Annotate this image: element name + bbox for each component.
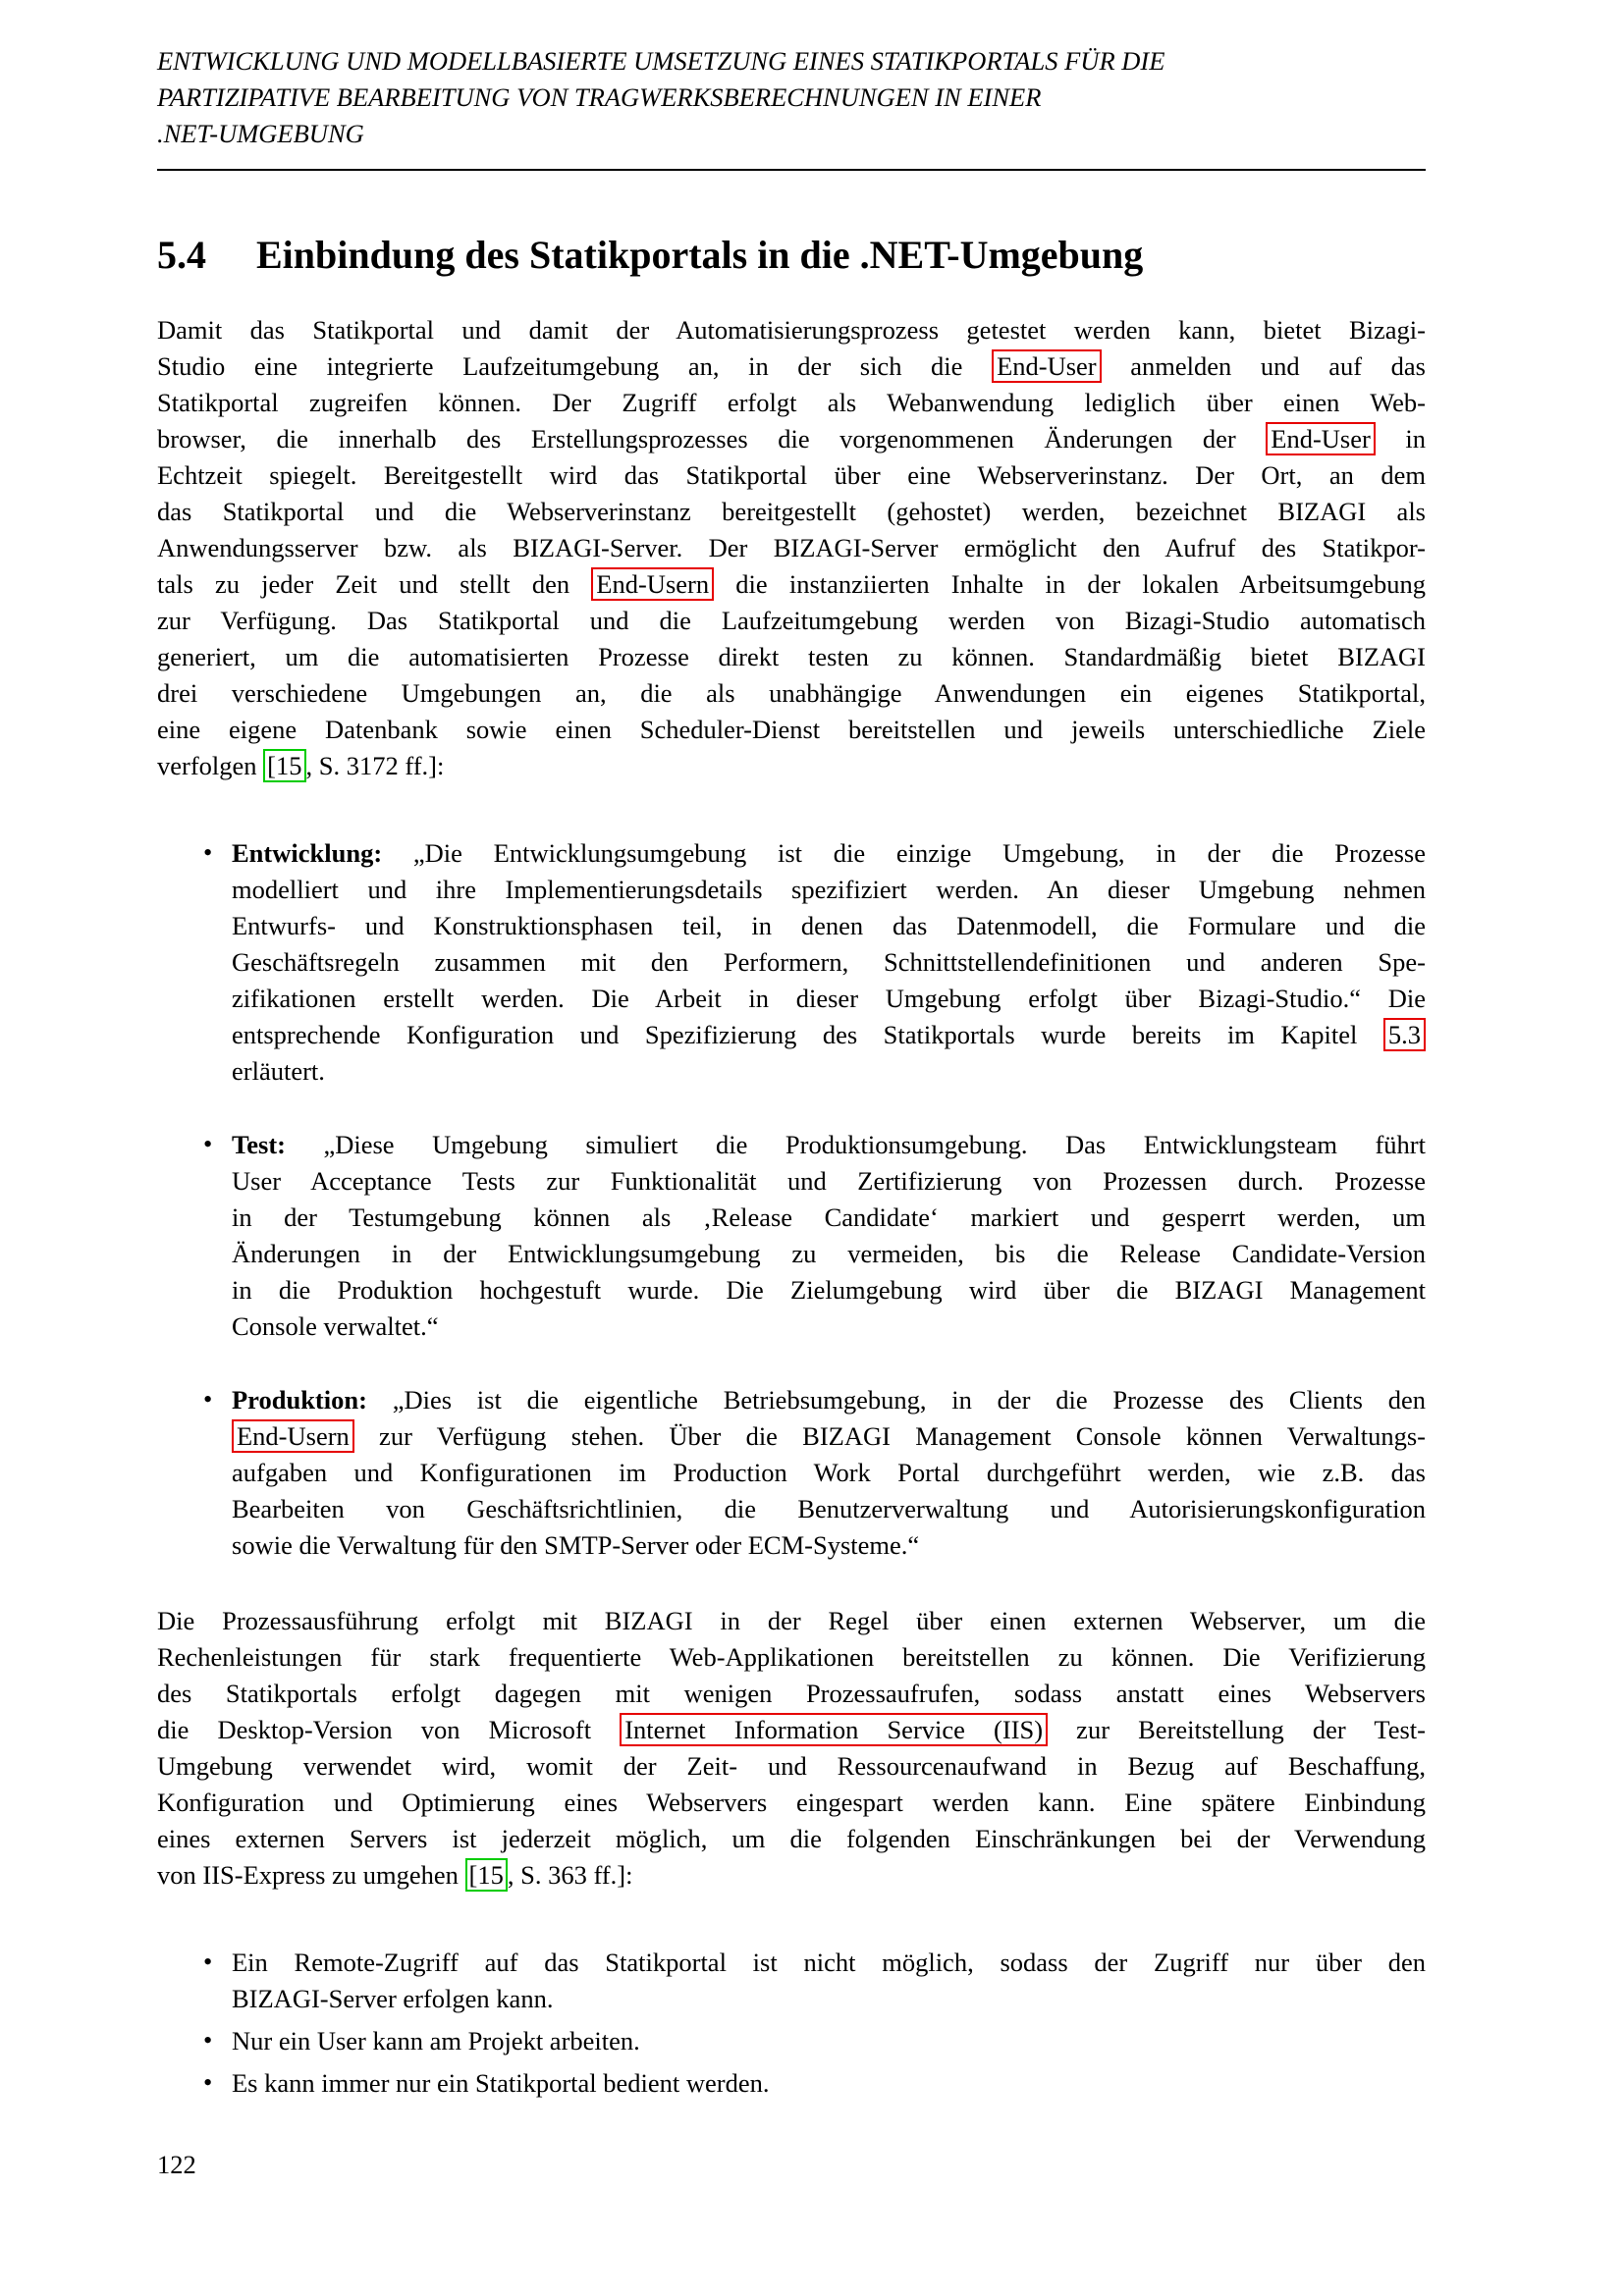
page-number: 122 <box>157 2150 196 2179</box>
text-segment: anmelden und auf das <box>1101 351 1426 381</box>
text-line: Statikportal zugreifen können. Der Zugriff erfolgt als Webanwendung lediglich über einen Web- <box>157 388 1426 417</box>
text-line: in der Testumgebung können als ‚Release Candidate‘ markiert und gesperrt werden, um <box>232 1202 1426 1232</box>
text-line <box>157 1712 1426 1748</box>
text-line: des Statikportals erfolgt dagegen mit wenigen Prozessaufrufen, sodass anstatt eines Webservers <box>157 1679 1426 1708</box>
text-line: aufgaben und Konfigurationen im Production Work Portal durchgeführt werden, wie z.B. das <box>232 1458 1426 1487</box>
text-line <box>157 421 1426 457</box>
text-line <box>157 566 1426 603</box>
running-header-line: PARTIZIPATIVE BEARBEITUNG VON TRAGWERKSBERECHNUNGEN IN EINER <box>157 82 1042 112</box>
text-segment: die Desktop-Version von Microsoft <box>157 1715 621 1744</box>
text-segment: tals zu jeder Zeit und stellt den <box>157 569 592 599</box>
text-line: Konfiguration und Optimierung eines Webservers eingespart werden kann. Eine spätere Einbindung <box>157 1788 1426 1817</box>
text-line <box>232 1418 1426 1455</box>
text-segment: „Die Entwicklungsumgebung ist die einzige Umgebung, in der die Prozesse <box>382 838 1426 868</box>
text-line: Rechenleistungen für stark frequentierte Web-Applikationen bereitstellen zu können. Die Verifizierung <box>157 1642 1426 1672</box>
text-line: Damit das Statikportal und damit der Automatisierungsprozess getestet werden kann, bietet Bizagi- <box>157 315 1426 345</box>
text-line: zifikationen erstellt werden. Die Arbeit in dieser Umgebung erfolgt über Bizagi-Studio.“ Die <box>232 984 1426 1013</box>
citation-link-15[interactable]: [15 <box>263 749 305 782</box>
list-item-test <box>157 1127 1426 1345</box>
text-line: modelliert und ihre Implementierungsdetails spezifiziert werden. An dieser Umgebung nehmen <box>232 875 1426 904</box>
text-line: Nur ein User kann am Projekt arbeiten. <box>232 2026 640 2056</box>
text-segment: zur Verfügung stehen. Über die BIZAGI Management Console können Verwaltungs- <box>353 1421 1426 1451</box>
text-line: Console verwaltet.“ <box>232 1311 439 1341</box>
environment-list <box>157 835 1426 1564</box>
text-line: BIZAGI-Server erfolgen kann. <box>232 1984 554 2013</box>
text-line: Geschäftsregeln zusammen mit den Performern, Schnittstellendefinitionen und anderen Spe- <box>232 947 1426 977</box>
text-line <box>232 1382 1426 1418</box>
running-header-line: .NET-UMGEBUNG <box>157 119 364 148</box>
text-line: in die Produktion hochgestuft wurde. Die Zielumgebung wird über die BIZAGI Management <box>232 1275 1426 1305</box>
text-segment: die instanziierten Inhalte in der lokalen Arbeitsumgebung <box>714 569 1426 599</box>
text-segment: in <box>1375 424 1426 454</box>
link-iis[interactable]: Internet Information Service (IIS) <box>620 1713 1048 1746</box>
text-line: generiert, um die automatisierten Prozesse direkt testen zu können. Standardmäßig bietet BIZAGI <box>157 642 1426 671</box>
constraint-list <box>157 1945 1426 2102</box>
text-line: sowie die Verwaltung für den SMTP-Server oder ECM-Systeme.“ <box>232 1530 920 1560</box>
section-heading <box>157 232 1426 279</box>
text-line: User Acceptance Tests zur Funktionalität und Zertifizierung von Prozessen durch. Prozesse <box>232 1166 1426 1196</box>
text-segment: , S. 3172 ff.]: <box>305 751 445 780</box>
section-number: 5.4 <box>157 233 206 277</box>
text-line: Echtzeit spiegelt. Bereitgestellt wird das Statikportal über eine Webserverinstanz. Der Ort, an dem <box>157 460 1426 490</box>
text-line: Es kann immer nur ein Statikportal bedient werden. <box>232 2068 770 2098</box>
text-line: Die Prozessausführung erfolgt mit BIZAGI in der Regel über einen externen Webserver, um die <box>157 1606 1426 1635</box>
text-line <box>232 1127 1426 1163</box>
text-line: eine eigene Datenbank sowie einen Scheduler-Dienst bereitstellen und jeweils unterschiedliche Ziele <box>157 715 1426 744</box>
item-label: Produktion: <box>232 1385 367 1415</box>
bullet-icon: • <box>203 2067 213 2097</box>
section-title: Einbindung des Statikportals in die .NET-Umgebung <box>256 233 1144 277</box>
text-line <box>232 835 1426 872</box>
citation-link-15[interactable]: [15 <box>465 1858 508 1892</box>
intro-paragraph <box>157 312 1426 784</box>
link-end-usern[interactable]: End-Usern <box>232 1419 354 1453</box>
text-segment: browser, die innerhalb des Erstellungsprozesses die vorgenommenen Änderungen der <box>157 424 1267 454</box>
text-line: Bearbeiten von Geschäftsrichtlinien, die Benutzerverwaltung und Autorisierungskonfiguration <box>232 1494 1426 1523</box>
bullet-icon: • <box>203 837 213 867</box>
text-line <box>157 348 1426 385</box>
text-line: zur Verfügung. Das Statikportal und die Laufzeitumgebung werden von Bizagi-Studio automatisch <box>157 606 1426 635</box>
running-header <box>157 43 1426 171</box>
link-end-usern[interactable]: End-Usern <box>591 567 714 601</box>
link-end-user[interactable]: End-User <box>992 349 1102 383</box>
chapter-link-5-3[interactable]: 5.3 <box>1383 1018 1426 1051</box>
list-item-ein-user <box>157 2023 1426 2059</box>
text-line: Änderungen in der Entwicklungsumgebung zu vermeiden, bis die Release Candidate-Version <box>232 1239 1426 1268</box>
text-line: Ein Remote-Zugriff auf das Statikportal ist nicht möglich, sodass der Zugriff nur über den <box>232 1948 1426 1977</box>
text-line: eines externen Servers ist jederzeit möglich, um die folgenden Einschränkungen bei der Verwendung <box>157 1824 1426 1853</box>
bullet-icon: • <box>203 1947 213 1976</box>
item-label: Entwicklung: <box>232 838 383 868</box>
list-item-remote-zugriff <box>157 1945 1426 2017</box>
bullet-icon: • <box>203 1129 213 1158</box>
text-line: Anwendungsserver bzw. als BIZAGI-Server. Der BIZAGI-Server ermöglicht den Aufruf des Statikpor- <box>157 533 1426 562</box>
page-content <box>157 43 1426 2102</box>
text-line: drei verschiedene Umgebungen an, die als unabhängige Anwendungen ein eigenes Statikportal, <box>157 678 1426 708</box>
link-end-user[interactable]: End-User <box>1266 422 1376 455</box>
text-segment: entsprechende Konfiguration und Spezifizierung des Statikportals wurde bereits im Kapitel <box>232 1020 1383 1049</box>
list-item-ein-statikportal <box>157 2065 1426 2102</box>
text-segment: , S. 363 ff.]: <box>507 1860 633 1890</box>
list-item-produktion <box>157 1382 1426 1564</box>
text-segment: von IIS-Express zu umgehen <box>157 1860 465 1890</box>
running-header-line: ENTWICKLUNG UND MODELLBASIERTE UMSETZUNG EINES STATIKPORTALS FÜR DIE <box>157 46 1165 76</box>
bullet-icon: • <box>203 2025 213 2055</box>
text-segment: zur Bereitstellung der Test- <box>1048 1715 1426 1744</box>
bullet-icon: • <box>203 1384 213 1414</box>
text-segment: verfolgen <box>157 751 264 780</box>
text-line: Entwurfs- und Konstruktionsphasen teil, in denen das Datenmodell, die Formulare und die <box>232 911 1426 940</box>
text-line: erläutert. <box>232 1056 325 1086</box>
text-line <box>232 1017 1426 1053</box>
item-label: Test: <box>232 1130 286 1159</box>
text-line: das Statikportal und die Webserverinstanz bereitgestellt (gehostet) werden, bezeichnet BIZAGI als <box>157 497 1426 526</box>
text-line: Umgebung verwendet wird, womit der Zeit- und Ressourcenaufwand in Bezug auf Beschaffung, <box>157 1751 1426 1781</box>
list-item-entwicklung <box>157 835 1426 1090</box>
text-line <box>157 748 1426 784</box>
text-segment: „Diese Umgebung simuliert die Produktionsumgebung. Das Entwicklungsteam führt <box>285 1130 1426 1159</box>
execution-paragraph <box>157 1603 1426 1894</box>
text-segment: „Dies ist die eigentliche Betriebsumgebung, in der die Prozesse des Clients den <box>366 1385 1426 1415</box>
text-segment: Studio eine integrierte Laufzeitumgebung an, in der sich die <box>157 351 993 381</box>
text-line <box>157 1857 1426 1894</box>
